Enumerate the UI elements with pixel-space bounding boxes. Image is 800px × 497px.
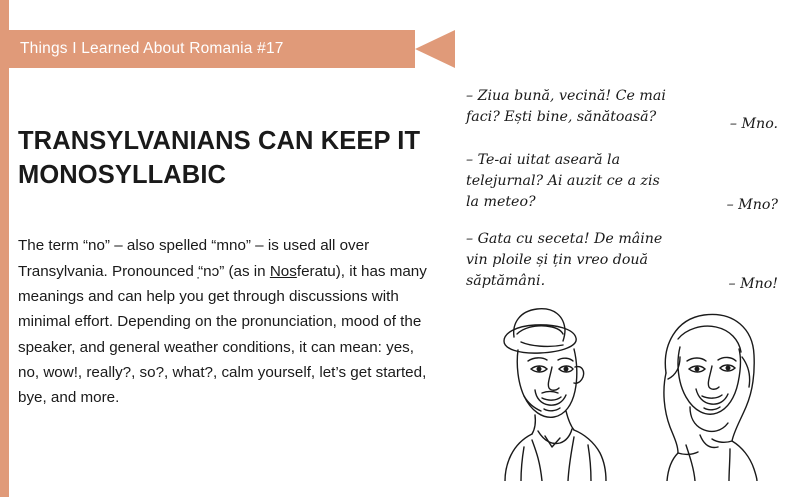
dialogue-question: – Gata cu seceta! De mâine vin ploile și țin vreo două săptămâni. <box>466 231 663 290</box>
ribbon-banner <box>0 30 455 68</box>
dialogue-item <box>466 150 786 213</box>
dialogue-item <box>466 86 786 134</box>
ribbon-notch <box>415 30 455 68</box>
dialogue-answer: – Mno. <box>729 116 778 132</box>
left-accent-bar <box>0 0 9 497</box>
villagers-illustration <box>490 295 786 481</box>
body-text-part1: The term “no” – also spelled “mno” – is used all over Transylvania. Pronounced “̣nɔ” (as in <box>18 237 370 280</box>
body-paragraph <box>18 233 438 411</box>
dialogue-item <box>466 229 786 292</box>
dialogue-answer: – Mno! <box>728 276 778 293</box>
page-title: TRANSYLVANIANS CAN KEEP IT MONOSYLLABIC <box>18 127 421 189</box>
body-text-part2: feratu), it has many meanings and can help you get through discussions with minimal effort. Depending on the pronunciation, mood of the speaker, and general weather conditions, it can mean: yes, no, wow!, really?, so?, what?, calm yourself, let’s get started, bye, and more. <box>18 262 427 407</box>
body-text-underlined: Nos <box>269 262 297 280</box>
dialogue-question: – Te-ai uitat aseară la telejurnal? Ai auzit ce a zis la meteo? <box>466 152 660 211</box>
dialogue-question: – Ziua bună, vecină! Ce mai faci? Ești bine, sănătoasă? <box>466 88 666 126</box>
dialogue-answer: – Mno? <box>726 197 778 214</box>
ribbon-label: Things I Learned About Romania #17 <box>20 40 284 57</box>
dialogue-list <box>466 86 786 308</box>
